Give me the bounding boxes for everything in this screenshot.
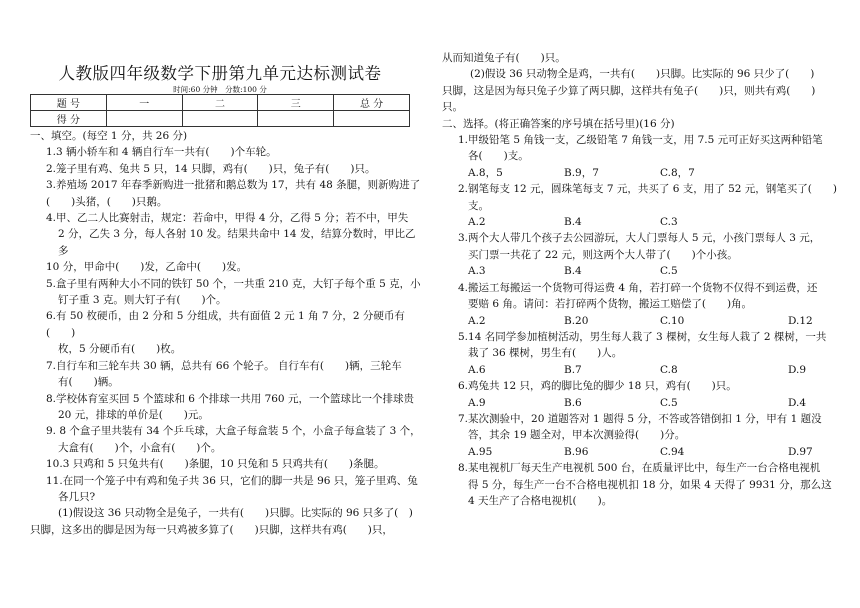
score-input-cell[interactable] xyxy=(106,111,182,127)
option-b[interactable]: B.7 xyxy=(564,363,582,376)
question-line: 各几只? xyxy=(58,490,96,503)
option-row xyxy=(442,313,837,329)
option-row xyxy=(442,263,837,279)
question-line: 2.笼子里有鸡、兔共 5 只，14 只脚，鸡有( )只，兔子有( )只。 xyxy=(46,162,376,175)
question-line: 1.3 辆小轿车和 4 辆自行车一共有( )个车轮。 xyxy=(46,146,277,159)
question-line: 7.自行车和三轮车共 30 辆，总共有 66 个轮子。 自行车有( )辆，三轮车 xyxy=(46,359,402,372)
question-line: 栽了 36 棵树，男生有( )人。 xyxy=(468,347,623,360)
choice-question xyxy=(442,411,837,460)
question-line: 9. 8 个盒子里共装有 34 个乒乓球，大盒子每盒装 5 个，小盒子每盒装了 3 个， xyxy=(46,425,421,438)
question-line: 只。 xyxy=(442,101,463,114)
option-d[interactable]: D.9 xyxy=(788,363,807,376)
option-a[interactable]: A.8，5 xyxy=(468,166,503,179)
question-line: 3.养殖场 2017 年春季新购进一批猪和鹅总数为 17，共有 48 条腿，则新购进了 xyxy=(46,179,421,192)
question-line: 8.学校体育室买回 5 个篮球和 6 个排球一共用 760 元，一个篮球比一个排球贵 xyxy=(46,392,414,405)
option-c[interactable]: C.94 xyxy=(660,445,685,458)
score-table-score-row xyxy=(31,111,410,127)
score-table xyxy=(30,94,410,127)
question-line: 1.甲级铅笔 5 角钱一支，乙级铅笔 7 角钱一支，用 7.5 元可正好买这两种铅笔 xyxy=(458,134,823,147)
question-line: 钉子重 3 克。则大钉子有( )个。 xyxy=(58,294,227,307)
question-line: 只脚，这是因为每只兔子少算了两只脚，这样共有兔子( )只，则共有鸡( ) xyxy=(442,84,816,97)
question-line: 11.在同一个笼子中有鸡和兔子共 36 只，它们的脚一共是 96 只，笼子里鸡、兔 xyxy=(46,474,418,487)
score-cell: 二 xyxy=(182,95,258,111)
score-cell: 得 分 xyxy=(31,111,107,127)
question-line: 从而知道兔子有( )只。 xyxy=(442,52,566,64)
option-a[interactable]: A.6 xyxy=(468,363,486,376)
question-line: 10.3 只鸡和 5 只兔共有( )条腿，10 只兔和 5 只鸡共有( )条腿。 xyxy=(46,458,385,471)
exam-info: 时间:60 分钟 分数:100 分 xyxy=(173,85,267,94)
choice-question xyxy=(442,280,837,329)
option-d[interactable]: D.12 xyxy=(788,314,813,327)
question-line: ( )头猪，( )只鹅。 xyxy=(46,195,168,208)
question-line: 8.某电视机厂每天生产电视机 500 台，在质量评比中，每生产一台合格电视机 xyxy=(458,462,821,475)
question-line: 多 xyxy=(58,244,69,257)
question-line: 5.盒子里有两种大小不同的铁钉 50 个，一共重 210 克，大钉子每个重 5 克，小 xyxy=(46,277,421,290)
option-c[interactable]: C.3 xyxy=(660,216,678,229)
choice-question xyxy=(442,230,837,279)
option-b[interactable]: B.6 xyxy=(564,396,582,409)
choice-question xyxy=(442,329,837,378)
section-fill-blank xyxy=(30,128,430,538)
option-row xyxy=(442,165,837,181)
option-b[interactable]: B.96 xyxy=(564,445,589,458)
question-line: 有( )辆。 xyxy=(58,376,119,389)
question-line: 3.两个大人带几个孩子去公园游玩，大人门票每人 5 元，小孩门票每人 3 元， xyxy=(458,232,821,245)
score-cell: 三 xyxy=(258,95,334,111)
page-title: 人教版四年级数学下册第九单元达标测试卷 xyxy=(58,64,382,83)
score-input-cell[interactable] xyxy=(334,111,410,127)
score-table-header-row xyxy=(31,95,410,111)
question-line: 20 元，排球的单价是( )元。 xyxy=(58,408,209,421)
option-c[interactable]: C.5 xyxy=(660,396,678,409)
question-line: (1)假设这 36 只动物全是兔子，一共有( )只脚。比实际的 96 只多了( ) xyxy=(58,507,413,520)
question-line: 买门票一共花了 22 元，则这两个大人带了( )个小孩。 xyxy=(468,248,738,261)
option-a[interactable]: A.2 xyxy=(468,216,486,229)
question-line: 2.钢笔每支 12 元，圆珠笔每支 7 元，共买了 6 支，用了 52 元，钢笔买了( ) xyxy=(458,183,837,196)
option-c[interactable]: C.10 xyxy=(660,314,685,327)
question-line: 4.搬运工每搬运一个货物可得运费 4 角，若打碎一个货物不仅得不到运费，还 xyxy=(458,281,818,294)
choice-question xyxy=(442,132,837,181)
option-b[interactable]: B.4 xyxy=(564,216,582,229)
question-line: 4.甲、乙二人比赛射击，规定：若命中，甲得 4 分，乙得 5 分；若不中，甲失 xyxy=(46,212,409,225)
option-a[interactable]: A.95 xyxy=(468,445,493,458)
question-line: 大盒有( )个，小盒有( )个。 xyxy=(58,441,222,454)
option-b[interactable]: B.9，7 xyxy=(564,166,599,179)
question-line: 要赔 6 角。请问：若打碎两个货物，搬运工赔偿了( )角。 xyxy=(468,298,753,311)
option-d[interactable]: D.4 xyxy=(788,396,807,409)
option-row xyxy=(442,444,837,460)
question-line: 7.某次测验中，20 道题答对 1 题得 5 分，不答或答错倒扣 1 分，甲有 1 题没 xyxy=(458,412,822,425)
option-b[interactable]: B.20 xyxy=(564,314,589,327)
question-line: 答，其余 19 题全对，甲本次测验得( )分。 xyxy=(468,429,686,442)
score-input-cell[interactable] xyxy=(258,111,334,127)
question-line: 只脚，这多出的脚是因为每一只鸡被多算了( )只脚，这样共有鸡( )只， xyxy=(30,523,393,536)
option-d[interactable]: D.97 xyxy=(788,445,813,458)
option-a[interactable]: A.9 xyxy=(468,396,486,409)
option-c[interactable]: C.8 xyxy=(660,363,678,376)
option-c[interactable]: C.8，7 xyxy=(660,166,695,179)
score-input-cell[interactable] xyxy=(182,111,258,127)
choice-question xyxy=(442,460,837,509)
score-cell: 一 xyxy=(106,95,182,111)
option-a[interactable]: A.3 xyxy=(468,265,486,278)
option-row xyxy=(442,214,837,230)
section-continued xyxy=(442,50,837,509)
question-line: 2 分，乙失 3 分，每人各射 10 发。结果共命中 14 发，结算分数时，甲比乙 xyxy=(58,228,416,241)
choice-question xyxy=(442,378,837,411)
question-line: 得 5 分，每生产一台不合格电视机扣 18 分，如果 4 天得了 9931 分，那么这 xyxy=(468,478,832,491)
choice-question xyxy=(442,181,837,230)
option-row xyxy=(442,362,837,378)
option-a[interactable]: A.2 xyxy=(468,314,486,327)
option-row xyxy=(442,395,837,411)
question-line: 6.有 50 枚硬币，由 2 分和 5 分组成，共有面值 2 元 1 角 7 分，2 分硬币有( ) xyxy=(46,310,405,339)
score-cell: 总 分 xyxy=(334,95,410,111)
question-line: 枚，5 分硬币有( )枚。 xyxy=(58,343,182,356)
question-line: 各( )支。 xyxy=(468,150,529,163)
section-heading: 一、填空。(每空 1 分，共 26 分) xyxy=(30,130,188,142)
question-line: (2)假设 36 只动物全是鸡，一共有( )只脚。比实际的 96 只少了( ) xyxy=(470,68,815,81)
question-line: 4 天生产了合格电视机( )。 xyxy=(468,494,613,507)
question-line: 6.鸡兔共 12 只，鸡的脚比兔的脚少 18 只，鸡有( )只。 xyxy=(458,380,737,393)
question-line: 10 分，甲命中( )发，乙命中( )发。 xyxy=(46,261,248,274)
option-c[interactable]: C.5 xyxy=(660,265,678,278)
question-line: 支。 xyxy=(468,199,489,212)
score-cell: 题 号 xyxy=(31,95,107,111)
option-b[interactable]: B.4 xyxy=(564,265,582,278)
section-heading: 二、选择。(将正确答案的序号填在括号里)(16 分) xyxy=(442,117,675,130)
question-line: 5.14 名同学参加植树活动，男生每人栽了 3 棵树，女生每人栽了 2 棵树，一共 xyxy=(458,330,827,343)
